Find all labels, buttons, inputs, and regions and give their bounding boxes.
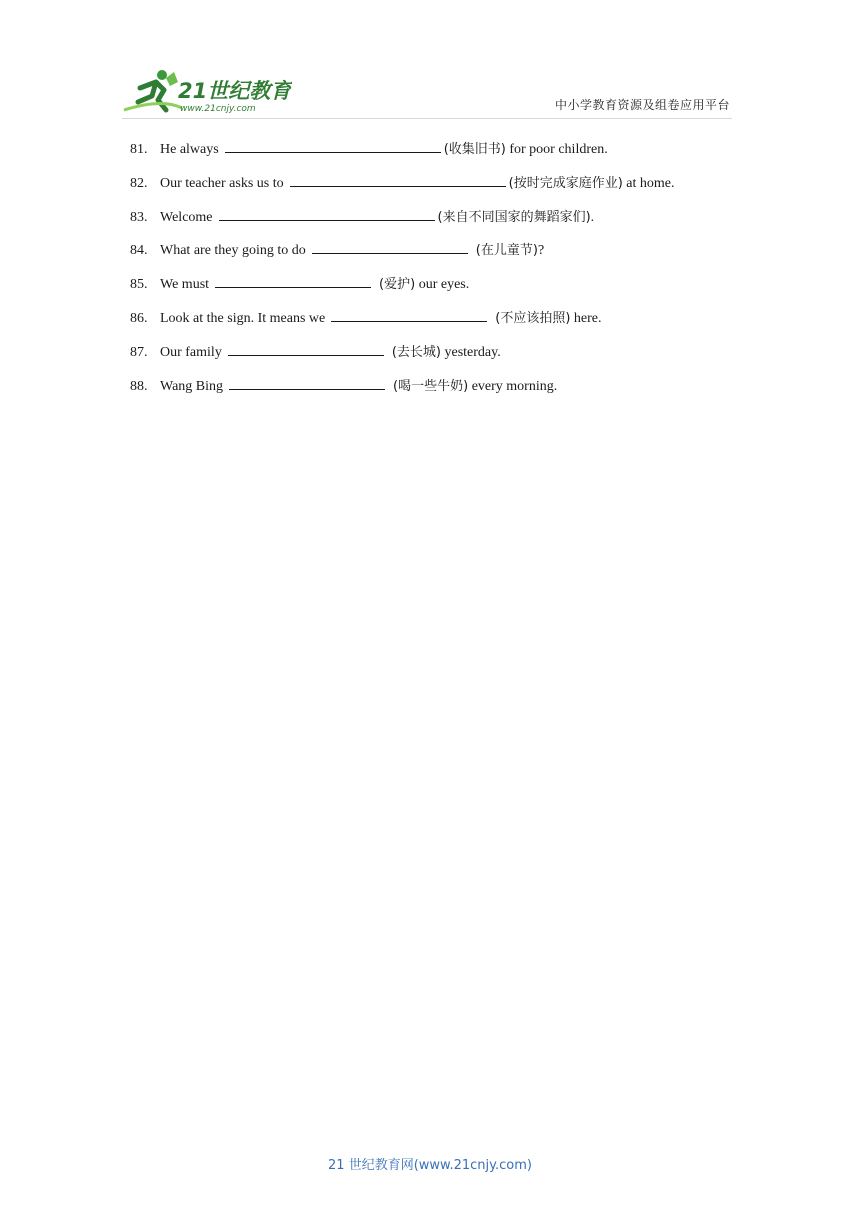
answer-blank[interactable]: [215, 272, 371, 288]
answer-blank[interactable]: [219, 205, 435, 221]
question-text-after: yesterday.: [440, 344, 501, 360]
question-text-before: Our family: [160, 344, 222, 360]
question-number: 85 .: [130, 275, 160, 295]
site-tagline: 中小学教育资源及组卷应用平台: [554, 98, 730, 112]
question-item: [130, 340, 750, 374]
question-item: [130, 306, 750, 340]
question-text-after: at home.: [622, 175, 675, 191]
question-list: [130, 137, 750, 407]
question-text-after: .: [590, 209, 595, 225]
chinese-hint: (爱护): [379, 277, 416, 293]
question-text-after: every morning.: [468, 378, 558, 394]
question-text-after: ?: [537, 243, 545, 259]
chinese-hint: (来自不同国家的舞蹈家们): [437, 209, 591, 225]
question-text-before: Our teacher asks us to: [160, 175, 284, 191]
question-number: 82 .: [130, 174, 160, 194]
chinese-hint: (在儿童节): [475, 243, 538, 259]
question-number: 83 .: [130, 208, 160, 228]
page-header: [0, 0, 860, 125]
answer-blank[interactable]: [228, 340, 384, 356]
logo-subtext: www.21cnjy.com: [180, 104, 256, 114]
chinese-hint: (按时完成家庭作业): [508, 175, 623, 191]
question-item: [130, 171, 750, 205]
answer-blank[interactable]: [331, 306, 487, 322]
answer-blank[interactable]: [229, 374, 385, 390]
header-divider: [122, 118, 732, 119]
chinese-hint: (去长城): [391, 344, 441, 360]
question-item: [130, 374, 750, 408]
question-text-before: Look at the sign. It means we: [160, 310, 326, 326]
chinese-hint: (收集旧书): [443, 142, 506, 157]
answer-blank[interactable]: [225, 137, 441, 153]
answer-blank[interactable]: [312, 238, 468, 254]
logo-text: 21世纪教育: [178, 79, 292, 103]
answer-blank[interactable]: [290, 171, 506, 187]
question-text-before: He always: [160, 142, 219, 157]
question-number: 87 .: [130, 343, 160, 363]
question-number: 84 .: [130, 241, 160, 261]
question-text-before: Welcome: [160, 209, 213, 225]
question-number: 81 .: [130, 140, 160, 160]
question-text-before: What are they going to do: [160, 243, 306, 259]
question-text-after: our eyes.: [415, 277, 470, 293]
question-text-before: We must: [160, 277, 210, 293]
question-text-after: for poor children.: [505, 142, 608, 157]
question-item: [130, 205, 750, 239]
runner-icon: [124, 70, 182, 110]
question-item: [130, 238, 750, 272]
chinese-hint: (不应该拍照): [495, 310, 571, 326]
chinese-hint: (喝一些牛奶): [393, 378, 469, 394]
page-footer: 21 世纪教育网(www.21cnjy.com): [328, 1158, 532, 1173]
question-item: [130, 272, 750, 306]
site-logo: [122, 68, 292, 116]
question-text-before: Wang Bing: [160, 378, 224, 394]
question-number: 86 .: [130, 309, 160, 329]
question-number: 88 .: [130, 377, 160, 397]
question-text-after: here.: [570, 310, 602, 326]
question-item: [130, 137, 750, 171]
